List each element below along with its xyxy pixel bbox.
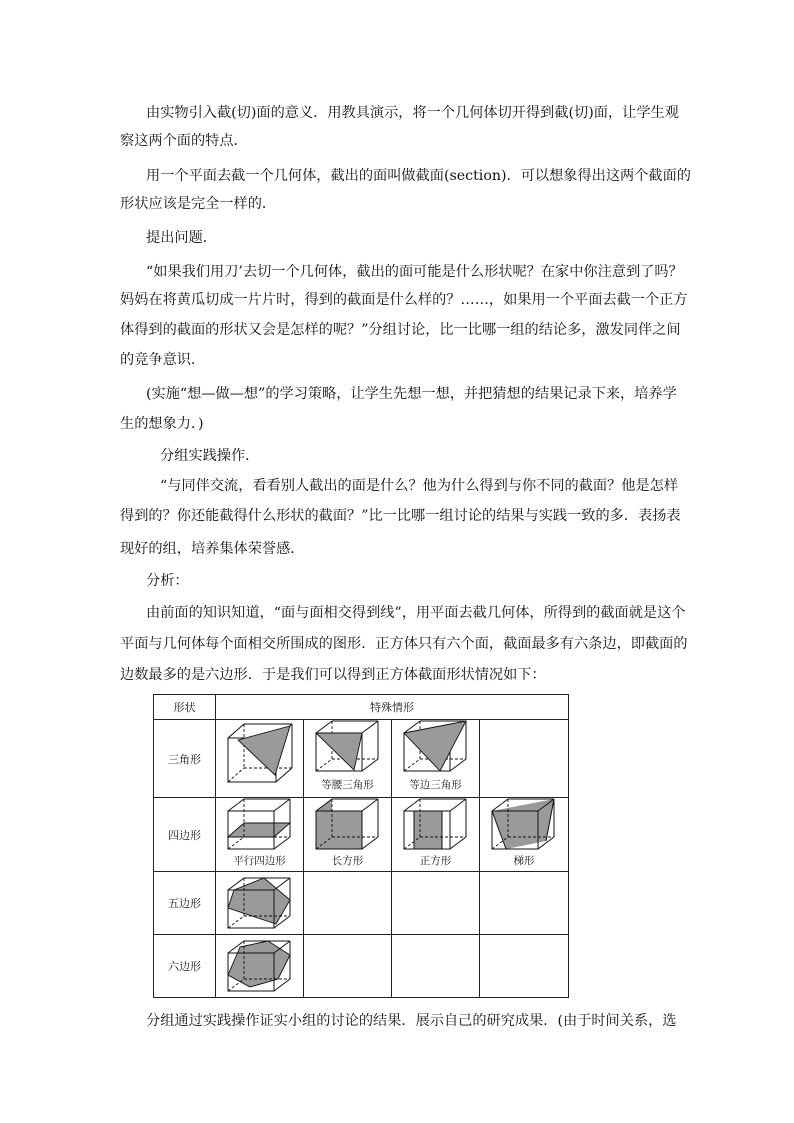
figure-cell-empty (304, 872, 392, 935)
cube-parallelogram-section-icon (220, 797, 300, 851)
paragraph-line: 体得到的截面的形状又会是怎样的呢？”分组讨论，比一比哪一组的结论多，激发同伴之间 (120, 322, 681, 338)
figure-cell (216, 720, 304, 798)
paragraph-line: 用一个平面去截一个几何体，截出的面叫做截面(section)．可以想象得出这两个截面的 (146, 168, 691, 184)
paragraph-line: “如果我们用刀’去切一个几何体，截出的面可能是什么形状呢？在家中你注意到了吗？ (146, 264, 683, 280)
paragraph-line: 分析： (146, 573, 189, 589)
figure-cell (392, 720, 480, 798)
paragraph-line: 妈妈在将黄瓜切成一片片时，得到的截面是什么样的？……，如果用一个平面去截一个正方 (120, 292, 688, 308)
caption: 正方形 (419, 854, 452, 867)
figure-cell-empty (480, 935, 569, 998)
row-label-pentagon: 五边形 (154, 872, 216, 935)
row-label-quadrilateral: 四边形 (154, 798, 216, 872)
row-label-hexagon: 六边形 (154, 935, 216, 998)
header-special-cases: 特殊情形 (216, 695, 569, 720)
figure-cell (304, 798, 392, 872)
figure-cell-empty (480, 720, 569, 798)
paragraph-line: 察这两个面的特点． (120, 133, 248, 149)
paragraph-line: 由实物引入截(切)面的意义．用教具演示，将一个几何体切开得到截(切)面，让学生观 (146, 105, 679, 121)
figure-cell (480, 798, 569, 872)
cube-triangle-section-icon (220, 720, 300, 790)
cube-rectangle-section-icon (308, 797, 388, 851)
paragraph-line: 提出问题． (146, 230, 217, 246)
figure-cell (216, 935, 304, 998)
figure-cell-empty (392, 872, 480, 935)
cube-pentagon-section-icon (220, 874, 300, 932)
figure-cell (304, 720, 392, 798)
caption: 等边三角形 (409, 779, 462, 791)
caption: 梯形 (513, 854, 535, 867)
figure-cell-empty (480, 872, 569, 935)
figure-cell-empty (304, 935, 392, 998)
paragraph-line: 平面与几何体每个面相交所围成的图形．正方体只有六个面，截面最多有六条边，即截面的 (120, 636, 688, 652)
cube-section-table (153, 694, 569, 998)
paragraph-line: 得到的？你还能截得什么形状的截面？”比一比哪一组讨论的结果与实践一致的多．表扬表 (120, 508, 681, 524)
cube-isosceles-triangle-section-icon (308, 718, 388, 776)
cube-hexagon-section-icon (220, 937, 300, 995)
caption: 长方形 (331, 854, 364, 867)
figure-cell (392, 798, 480, 872)
paragraph-line: (实施“想—做—想”的学习策略，让学生先想一想，并把猜想的结果记录下来，培养学 (146, 386, 677, 402)
cube-square-section-icon (396, 797, 476, 851)
paragraph-line: 边数最多的是六边形．于是我们可以得到正方体截面形状情况如下： (120, 667, 546, 683)
header-shape: 形状 (154, 695, 216, 720)
figure-cell (216, 798, 304, 872)
figure-cell-empty (392, 935, 480, 998)
figure-cell (216, 872, 304, 935)
cube-trapezoid-section-icon (484, 797, 564, 851)
paragraph-line: “与同伴交流，看看别人截出的面是什么？他为什么得到与你不同的截面？他是怎样 (160, 478, 679, 494)
paragraph-line: 分组实践操作． (160, 448, 260, 464)
row-label-triangle: 三角形 (154, 720, 216, 798)
paragraph-line: 分组通过实践操作证实小组的讨论的结果．展示自己的研究成果．(由于时间关系，选 (146, 1013, 677, 1029)
paragraph-line: 由前面的知识知道，“面与面相交得到线”，用平面去截几何体，所得到的截面就是这个 (146, 605, 686, 621)
paragraph-line: 的竞争意识． (120, 352, 206, 368)
paragraph-line: 形状应该是完全一样的． (120, 196, 277, 212)
paragraph-line: 现好的组，培养集体荣誉感． (120, 541, 305, 557)
paragraph-line: 生的想象力．) (120, 416, 204, 432)
cube-equilateral-triangle-section-icon (396, 718, 476, 776)
caption: 平行四边形 (233, 854, 286, 867)
caption: 等腰三角形 (321, 779, 374, 791)
